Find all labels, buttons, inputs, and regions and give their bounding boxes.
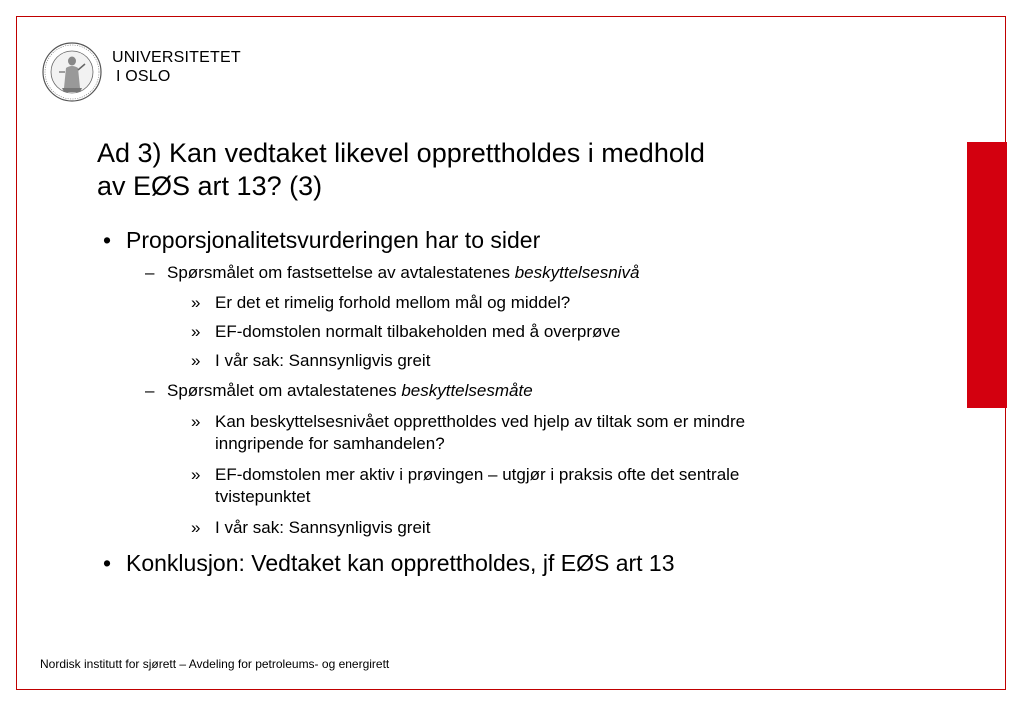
chevron-marker: » — [191, 465, 201, 484]
university-name-line2: I OSLO — [116, 68, 171, 85]
slide-title-line2: av EØS art 13? (3) — [97, 171, 323, 201]
bullet-text: Konklusjon: Vedtaket kan opprettholdes, jf EØS art 13 — [126, 550, 675, 576]
bullet-marker: • — [103, 227, 112, 253]
chevron-marker: » — [191, 351, 201, 370]
sub-sub-bullet-text: Kan beskyttelsesnivået opprettholdes ved hjelp av tiltak som er mindre inngripende for samhandelen? — [215, 412, 746, 453]
dash-marker: – — [145, 381, 155, 400]
chevron-marker: » — [191, 518, 201, 537]
sub-sub-bullet-text: EF-domstolen normalt tilbakeholden med å overprøve — [215, 322, 621, 341]
dash-marker: – — [145, 263, 155, 282]
chevron-marker: » — [191, 412, 201, 431]
chevron-marker: » — [191, 293, 201, 312]
chevron-marker: » — [191, 322, 201, 341]
sub-bullet-emphasis: beskyttelsesmåte — [401, 381, 533, 400]
sub-sub-bullet-text: Er det et rimelig forhold mellom mål og middel? — [215, 293, 571, 312]
sub-bullet-emphasis: beskyttelsesnivå — [514, 263, 640, 282]
university-name-line1: UNIVERSITETET — [112, 49, 241, 66]
sub-bullet-text: Spørsmålet om fastsettelse av avtalestatenes beskyttelsesnivå — [167, 263, 640, 282]
accent-bar — [967, 142, 1007, 408]
sub-bullet-text: Spørsmålet om avtalestatenes beskyttelsesmåte — [167, 381, 533, 400]
sub-sub-bullet-text: EF-domstolen mer aktiv i prøvingen – utgjør i praksis ofte det sentrale tvistepunktet — [215, 465, 740, 506]
bullet-marker: • — [103, 550, 112, 576]
sub-sub-bullet-text: I vår sak: Sannsynligvis greit — [215, 518, 431, 537]
university-seal-icon — [42, 42, 102, 102]
university-name — [112, 48, 241, 86]
slide-title-line1: Ad 3) Kan vedtaket likevel opprettholdes i medhold — [97, 138, 705, 168]
sub-sub-bullet-text: I vår sak: Sannsynligvis greit — [215, 351, 431, 370]
slide-footer: Nordisk institutt for sjørett – Avdeling for petroleums- og energirett — [40, 657, 390, 671]
slide-title — [97, 137, 857, 203]
bullet-text: Proporsjonalitetsvurderingen har to sider — [126, 227, 541, 253]
